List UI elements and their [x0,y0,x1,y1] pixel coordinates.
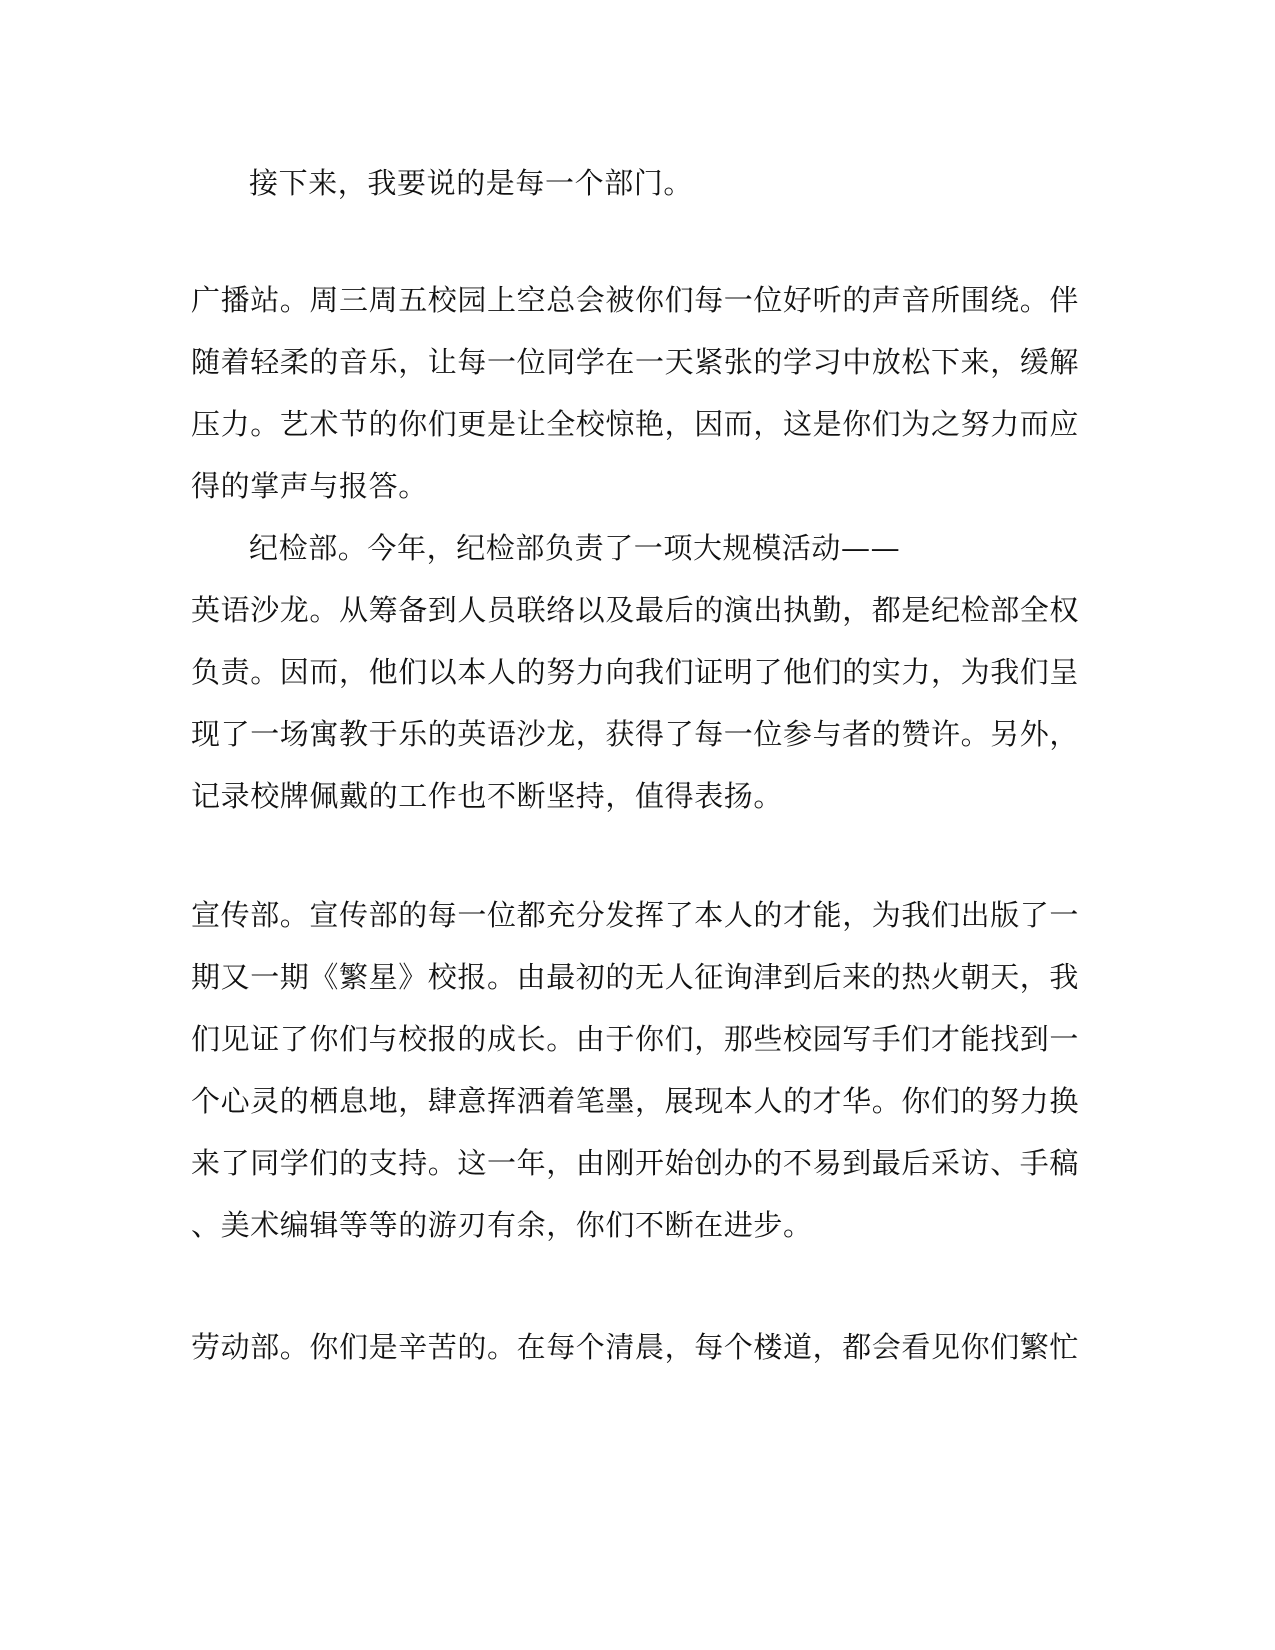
paragraph-intro-line: 接下来，我要说的是每一个部门。 [249,166,694,200]
paragraph-discipline-line-2: 英语沙龙。从筹备到人员联络以及最后的演出执勤，都是纪检部全权 [191,593,1080,627]
paragraph-broadcast-line-3: 压力。艺术节的你们更是让全校惊艳，因而，这是你们为之努力而应 [191,407,1080,441]
paragraph-publicity-line-5: 来了同学们的支持。这一年，由刚开始创办的不易到最后采访、手稿 [191,1146,1080,1180]
paragraph-publicity-line-3: 们见证了你们与校报的成长。由于你们，那些校园写手们才能找到一 [191,1022,1080,1056]
paragraph-discipline-line-4: 现了一场寓教于乐的英语沙龙，获得了每一位参与者的赞许。另外， [191,717,1080,751]
paragraph-labor-line-1: 劳动部。你们是辛苦的。在每个清晨，每个楼道，都会看见你们繁忙 [191,1330,1080,1364]
paragraph-broadcast-line-1: 广播站。周三周五校园上空总会被你们每一位好听的声音所围绕。伴 [191,283,1080,317]
paragraph-broadcast-line-2: 随着轻柔的音乐，让每一位同学在一天紧张的学习中放松下来，缓解 [191,345,1080,379]
paragraph-publicity-line-6: 、美术编辑等等的游刃有余，你们不断在进步。 [191,1208,813,1242]
paragraph-discipline-line-5: 记录校牌佩戴的工作也不断坚持，值得表扬。 [191,779,784,813]
paragraph-publicity-line-1: 宣传部。宣传部的每一位都充分发挥了本人的才能，为我们出版了一 [191,898,1080,932]
paragraph-discipline-line-1: 纪检部。今年，纪检部负责了一项大规模活动—— [249,531,901,565]
paragraph-publicity-line-2: 期又一期《繁星》校报。由最初的无人征询津到后来的热火朝天，我 [191,960,1080,994]
paragraph-broadcast-line-4: 得的掌声与报答。 [191,469,428,503]
paragraph-discipline-line-3: 负责。因而，他们以本人的努力向我们证明了他们的实力，为我们呈 [191,655,1080,689]
paragraph-publicity-line-4: 个心灵的栖息地，肆意挥洒着笔墨，展现本人的才华。你们的努力换 [191,1084,1080,1118]
